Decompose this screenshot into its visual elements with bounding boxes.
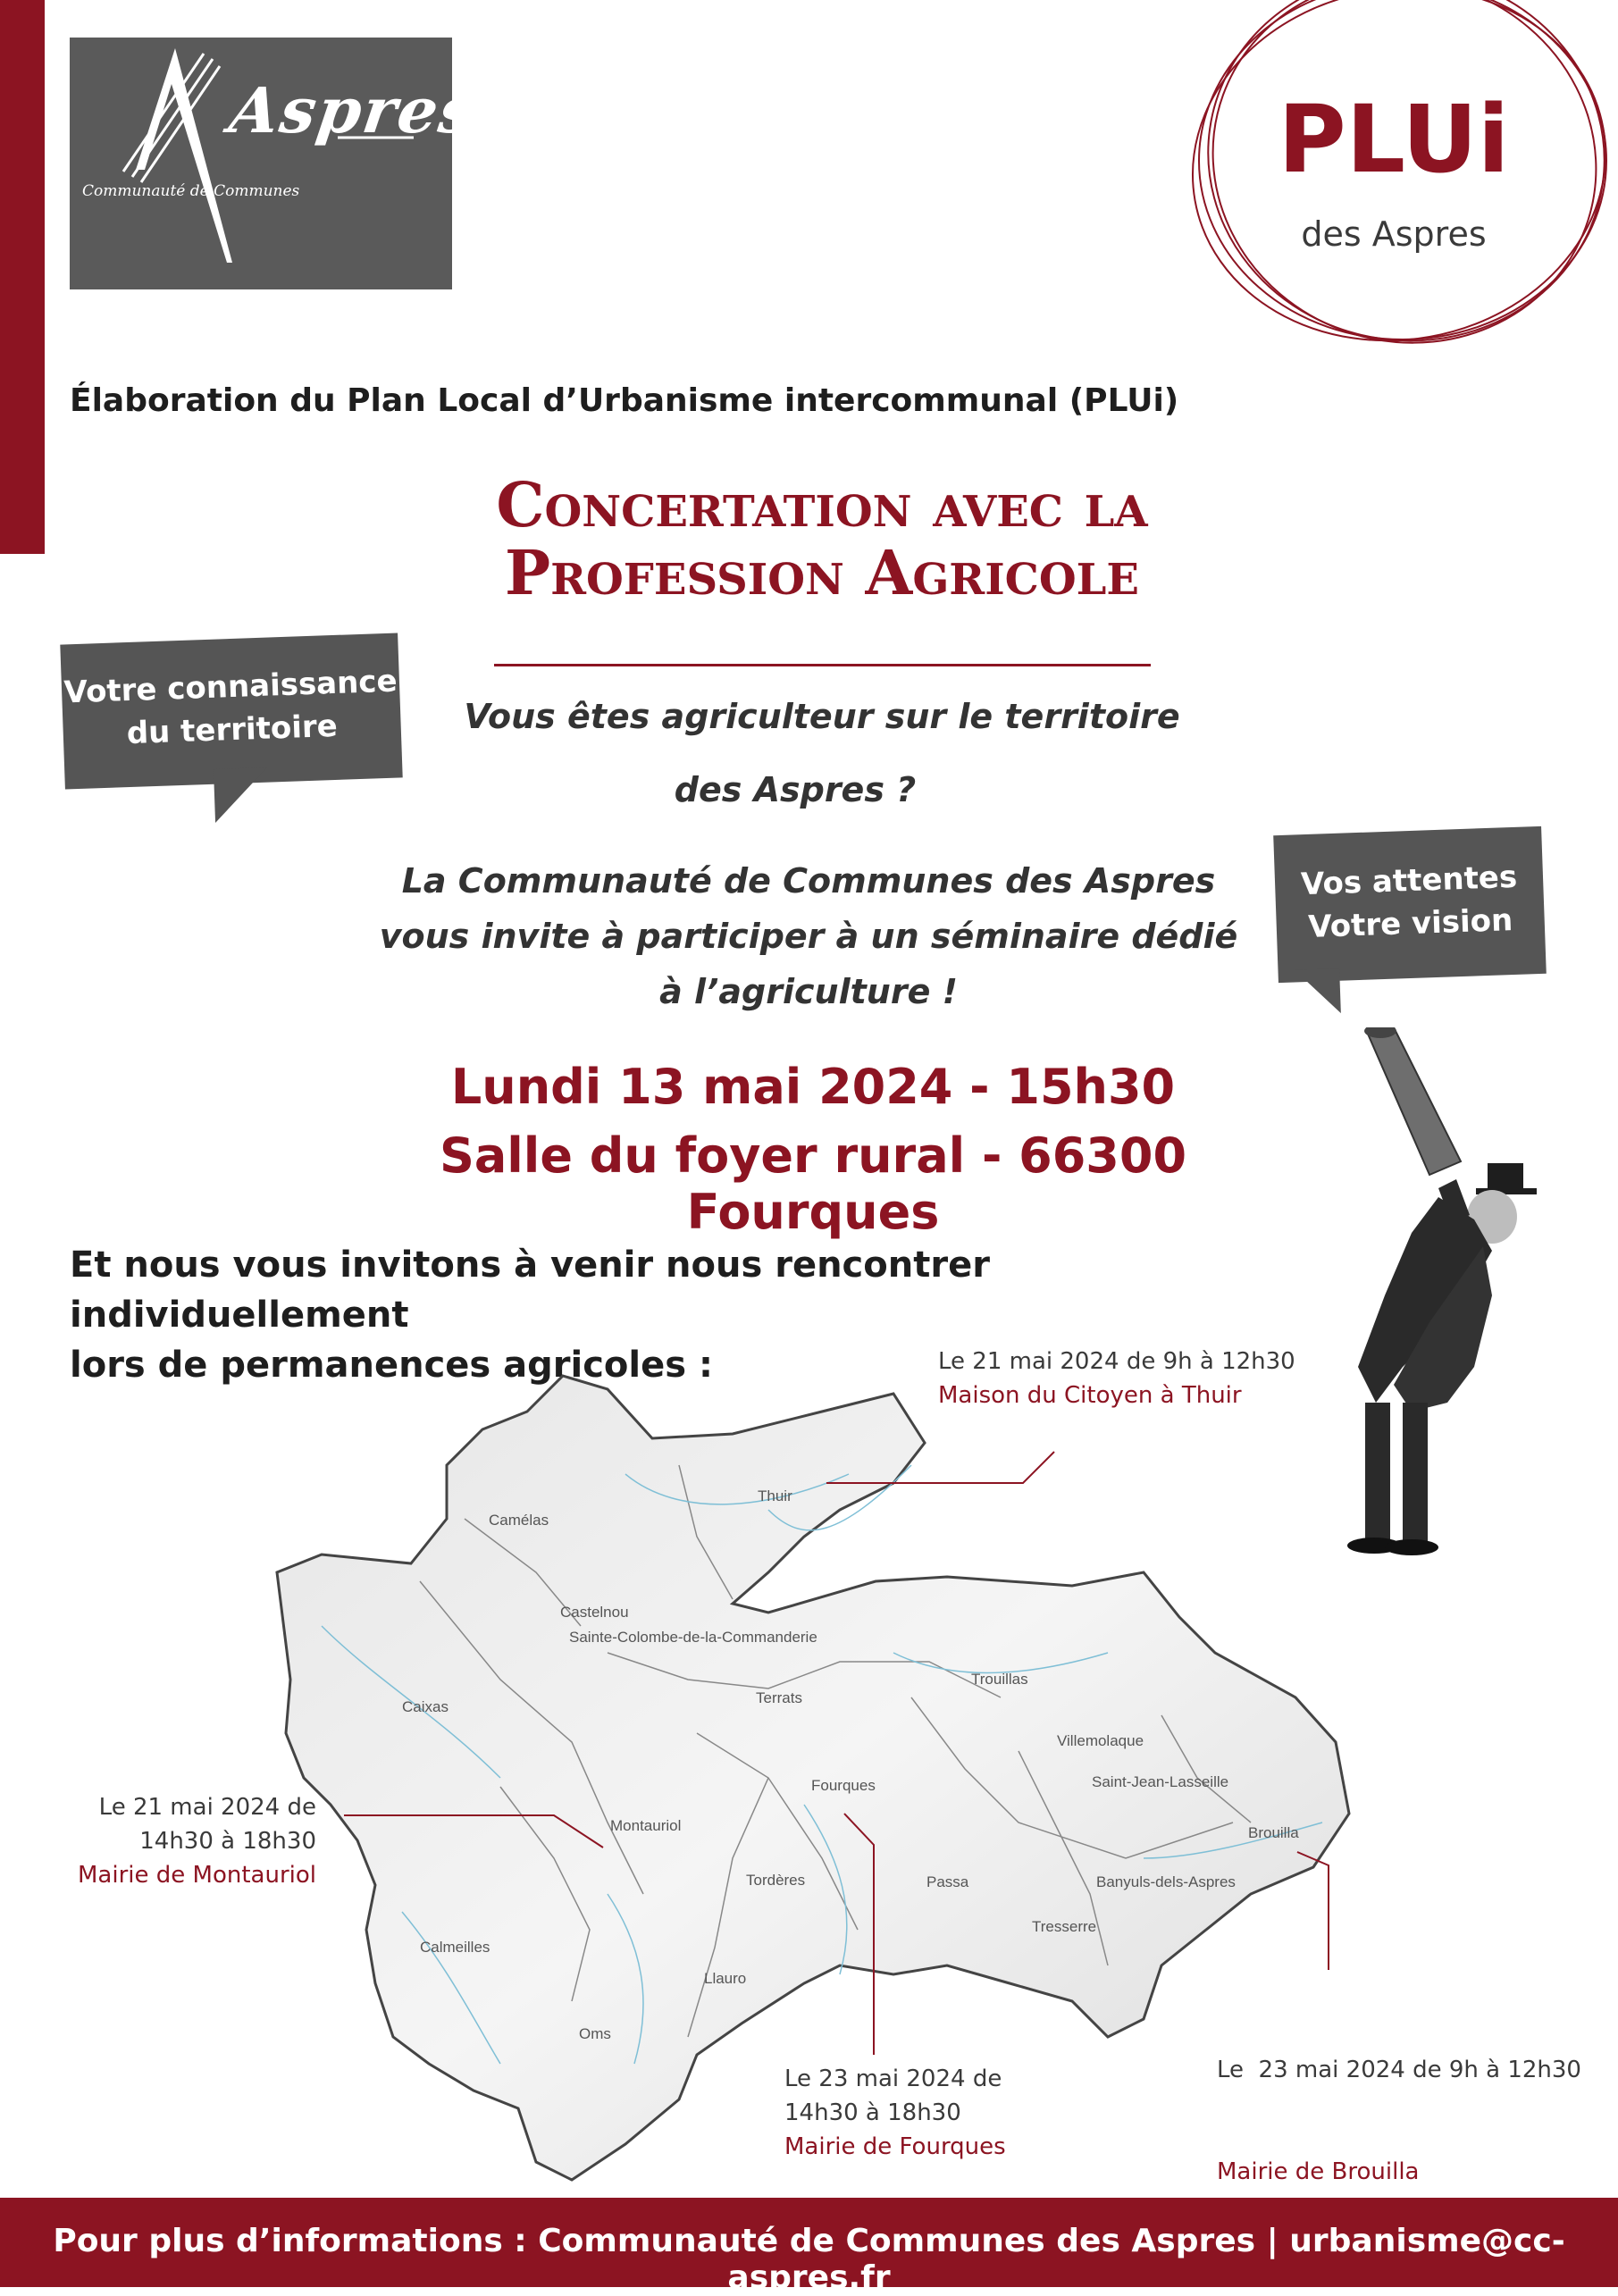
map-label-camelas: Camélas — [489, 1512, 549, 1529]
question-line-2: des Aspres ? — [674, 770, 917, 809]
permanence-montauriol-date-2: 14h30 à 18h30 — [139, 1828, 316, 1855]
map-label-calmeilles: Calmeilles — [420, 1939, 490, 1956]
permanence-montauriol — [54, 1790, 316, 1892]
permanence-fourques — [784, 2062, 1006, 2164]
invitation-line-2: vous invite à participer à un séminaire dédié — [379, 917, 1238, 956]
map-label-passa: Passa — [926, 1873, 969, 1890]
permanence-brouilla-date: Le 23 mai 2024 de 9h à 12h30 — [1217, 2057, 1581, 2083]
bubble-right-line-2: Votre vision — [1307, 902, 1513, 945]
permanence-brouilla-venue: Mairie de Brouilla — [1217, 2158, 1420, 2185]
headline-divider — [494, 664, 1151, 666]
question-line-1: Vous êtes agriculteur sur le territoire — [464, 697, 1180, 736]
accent-bar — [0, 0, 45, 554]
map-label-thuir: Thuir — [758, 1487, 792, 1504]
headline-line-1: Concertation avec la — [496, 470, 1148, 541]
speech-bubble-vision — [1273, 826, 1547, 983]
footer-contact: Pour plus d’informations : Communauté de Communes des Aspres | urbanisme@cc-aspres.fr — [53, 2223, 1565, 2296]
map-label-banyuls-dels-aspres: Banyuls-dels-Aspres — [1096, 1873, 1236, 1890]
permanence-thuir — [938, 1345, 1295, 1412]
invitation-text — [375, 853, 1242, 1019]
map-label-fourques: Fourques — [811, 1777, 876, 1794]
speech-bubble-tail-left — [214, 767, 269, 823]
plui-subtitle: des Aspres — [1301, 214, 1487, 254]
event-place: Salle du foyer rural - 66300 Fourques — [439, 1127, 1187, 1240]
logo-subtitle: Communauté de Communes — [82, 182, 300, 200]
map-label-brouilla: Brouilla — [1248, 1824, 1299, 1841]
elaboration-heading: Élaboration du Plan Local d’Urbanisme intercommunal (PLUi) — [70, 382, 1179, 419]
event-date: Lundi 13 mai 2024 - 15h30 — [450, 1059, 1176, 1115]
permanence-fourques-date-2: 14h30 à 18h30 — [784, 2099, 961, 2126]
permanence-thuir-venue: Maison du Citoyen à Thuir — [938, 1382, 1242, 1409]
map-label-trouillas: Trouillas — [971, 1671, 1028, 1688]
plui-title: PLUi — [1278, 85, 1510, 194]
logo-wordmark: Aspres — [225, 73, 482, 147]
bubble-left-line-1: Votre connaissance — [63, 663, 398, 711]
aspres-logo — [70, 38, 482, 289]
map-label-tresserre: Tresserre — [1032, 1918, 1097, 1935]
bubble-left-line-2: du territoire — [126, 708, 339, 752]
permanence-fourques-date-1: Le 23 mai 2024 de — [784, 2066, 1002, 2092]
permanence-brouilla — [1217, 1985, 1581, 2223]
permanence-fourques-venue: Mairie de Fourques — [784, 2133, 1006, 2160]
speech-bubble-knowledge — [60, 633, 402, 789]
permanence-montauriol-venue: Mairie de Montauriol — [78, 1862, 316, 1889]
meetings-intro-line-1: Et nous vous invitons à venir nous rencontrer individuellement — [70, 1244, 990, 1336]
main-headline — [429, 472, 1215, 608]
permanence-montauriol-date-1: Le 21 mai 2024 de — [98, 1794, 316, 1821]
map-label-torderes: Tordères — [746, 1872, 806, 1889]
map-label-llauro: Llauro — [704, 1970, 747, 1987]
map-label-caixas: Caixas — [402, 1698, 449, 1715]
map-label-terrats: Terrats — [756, 1689, 802, 1706]
map-label-castelnou: Castelnou — [560, 1604, 629, 1621]
map-label-saint-jean-lasseille: Saint-Jean-Lasseille — [1092, 1773, 1229, 1790]
meetings-intro-line-2: lors de permanences agricoles : — [70, 1345, 713, 1386]
bubble-right-line-1: Vos attentes — [1300, 859, 1518, 903]
permanence-thuir-date: Le 21 mai 2024 de 9h à 12h30 — [938, 1348, 1295, 1375]
invitation-line-1: La Communauté de Communes des Aspres — [401, 861, 1216, 901]
headline-line-2: Profession Agricole — [504, 538, 1140, 609]
map-label-sainte-colombe: Sainte-Colombe-de-la-Commanderie — [569, 1629, 817, 1646]
map-label-villemolaque: Villemolaque — [1057, 1732, 1144, 1749]
invitation-line-3: à l’agriculture ! — [659, 972, 958, 1011]
speech-bubble-tail-right — [1295, 968, 1341, 1015]
map-label-oms: Oms — [579, 2025, 611, 2042]
map-label-montauriol: Montauriol — [610, 1817, 682, 1834]
